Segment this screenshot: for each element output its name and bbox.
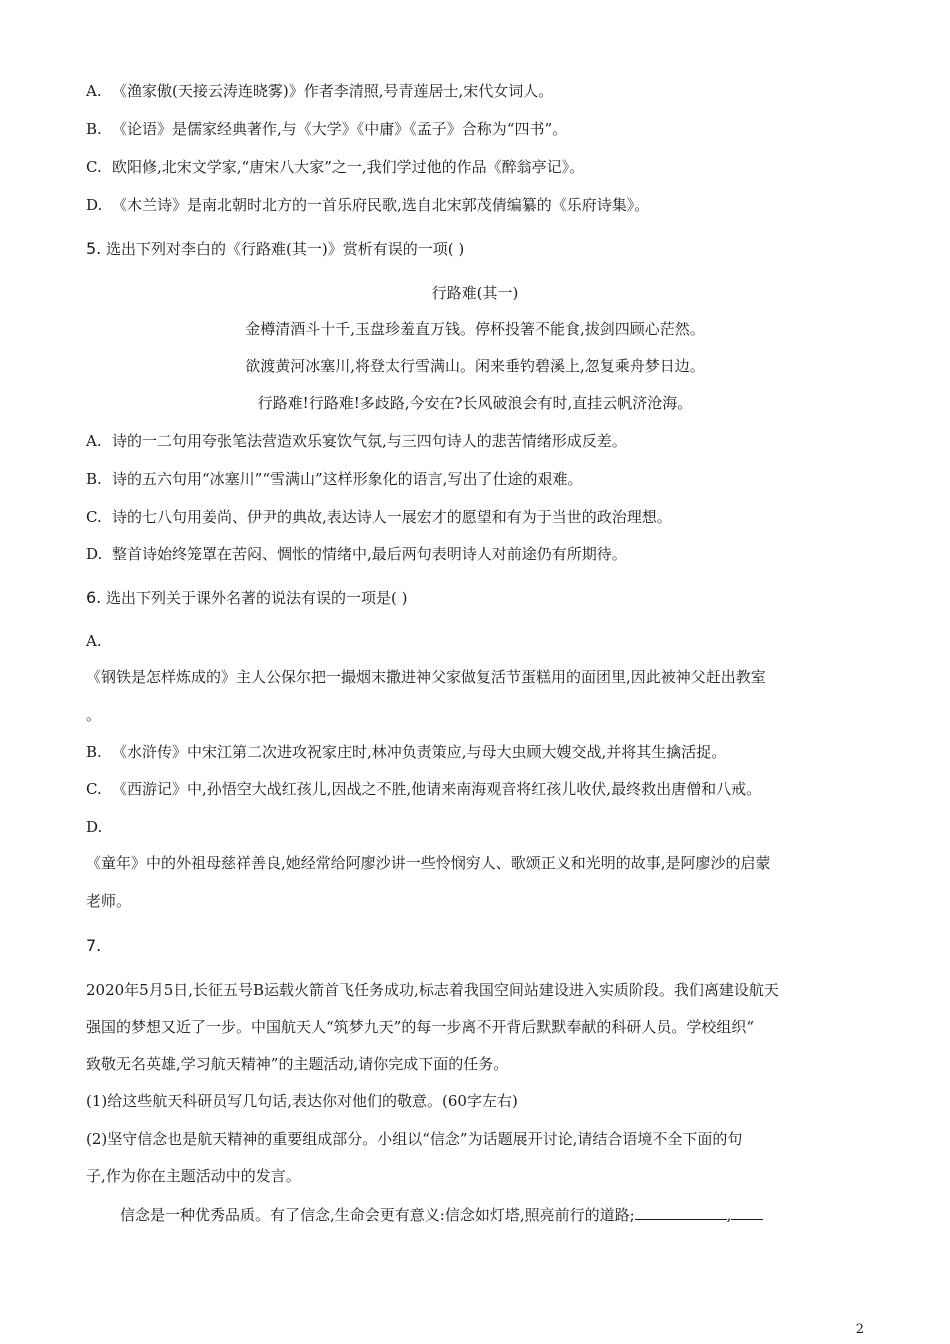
question-number: 5. [86,239,102,258]
option-text: 《论语》是儒家经典著作,与《大学》《中庸》《孟子》合称为“四书”。 [112,120,568,138]
option-letter: B. [86,743,102,761]
q7-task-1: (1)给这些航天科研员写几句话,表达你对他们的敬意。(60字左右) [86,1092,518,1110]
prompt-text: 信念是一种优秀品质。有了信念,生命会更有意义:信念如灯塔,照亮前行的道路; [120,1206,635,1224]
q6-option-a-text: 《钢铁是怎样炼成的》主人公保尔把一撮烟末撒进神父家做复活节蛋糕用的面团里,因此被神父赶出教室 [86,668,766,686]
option-text: 整首诗始终笼罩在苦闷、惆怅的情绪中,最后两句表明诗人对前途仍有所期待。 [112,545,627,563]
option-letter: A. [86,82,102,100]
q5-stem [86,238,464,260]
q7-task-2-line-2: 子,作为你在主题活动中的发言。 [86,1167,301,1185]
q6-option-c [86,778,761,800]
q7-number [86,935,101,957]
q6-option-d-text: 《童年》中的外祖母慈祥善良,她经常给阿廖沙讲一些怜悯穷人、歌颂正义和光明的故事,是阿廖沙的启蒙 [86,854,771,872]
q7-paragraph-line-1: 2020年5月5日,长征五号B运载火箭首飞任务成功,标志着我国空间站建设进入实质阶段。我们离建设航天 [86,981,779,999]
option-text: 《渔家傲(天接云涛连晓雾)》作者李清照,号青莲居士,宋代女词人。 [112,82,554,100]
answer-blank-1[interactable] [635,1203,727,1220]
q7-task-2-line-1: (2)坚守信念也是航天精神的重要组成部分。小组以“信念”为话题展开讨论,请结合语境不全下面的句 [86,1130,743,1148]
option-text: 《木兰诗》是南北朝时北方的一首乐府民歌,选自北宋郭茂倩编纂的《乐府诗集》。 [112,196,650,214]
question-number: 7. [86,936,102,955]
q6-option-d-text-cont: 老师。 [86,892,132,910]
option-text: 诗的七八句用姜尚、伊尹的典故,表达诗人一展宏才的愿望和有为于当世的政治理想。 [112,508,672,526]
question-stem: 选出下列关于课外名著的说法有误的一项是( ) [106,589,408,607]
page-number: 2 [855,1322,864,1337]
poem-line-1: 金樽清酒斗十千,玉盘珍羞直万钱。停杯投箸不能食,拔剑四顾心茫然。 [245,320,705,338]
option-text: 《水浒传》中宋江第二次进攻祝家庄时,林冲负责策应,与母大虫顾大嫂交战,并将其生擒活捉。 [112,743,727,761]
q7-paragraph-line-3: 致敬无名英雄,学习航天精神”的主题活动,请你完成下面的任务。 [86,1055,509,1073]
question-stem: 选出下列对李白的《行路难(其一)》赏析有误的一项( ) [106,240,465,258]
q6-option-d-letter: D. [86,818,103,836]
option-letter: D. [86,545,103,563]
q6-option-b [86,741,726,763]
q5-option-a [86,430,627,452]
q5-option-b [86,468,582,490]
question-number: 6. [86,588,102,607]
q5-option-d [86,543,627,565]
poem-title: 行路难(其一) [431,284,519,302]
option-letter: B. [86,470,102,488]
q4-option-b [86,118,567,140]
option-text: 欧阳修,北宋文学家,“唐宋八大家”之一,我们学过他的作品《醉翁亭记》。 [112,158,585,176]
option-letter: C. [86,158,102,176]
prompt-comma: , [726,1206,732,1224]
poem-line-2: 欲渡黄河冰塞川,将登太行雪满山。闲来垂钓碧溪上,忽复乘舟梦日边。 [245,357,705,375]
option-text: 诗的一二句用夸张笔法营造欢乐宴饮气氛,与三四句诗人的悲苦情绪形成反差。 [112,432,627,450]
q6-option-a-tail: 。 [86,706,102,724]
q4-option-d [86,194,649,216]
option-text: 《西游记》中,孙悟空大战红孩儿,因战之不胜,他请来南海观音将红孩儿收伏,最终救出唐僧和八戒。 [112,780,762,798]
q4-option-c [86,156,584,178]
option-text: 诗的五六句用“冰塞川”“雪满山”这样形象化的语言,写出了仕途的艰难。 [112,470,583,488]
option-letter: D. [86,196,103,214]
option-letter: C. [86,780,102,798]
q6-option-a-letter: A. [86,632,102,650]
option-letter: C. [86,508,102,526]
q6-stem [86,587,408,609]
q4-option-a [86,80,553,102]
poem-line-3: 行路难!行路难!多歧路,今安在?长风破浪会有时,直挂云帆济沧海。 [257,394,693,412]
q5-option-c [86,506,672,528]
q7-paragraph-line-2: 强国的梦想又近了一步。中国航天人“筑梦九天”的每一步离不开背后默默奉献的科研人员。学校组织“ [86,1018,755,1036]
answer-blank-2[interactable] [731,1203,763,1220]
option-letter: A. [86,432,102,450]
option-letter: B. [86,120,102,138]
q7-fill-in-prompt [120,1203,763,1226]
